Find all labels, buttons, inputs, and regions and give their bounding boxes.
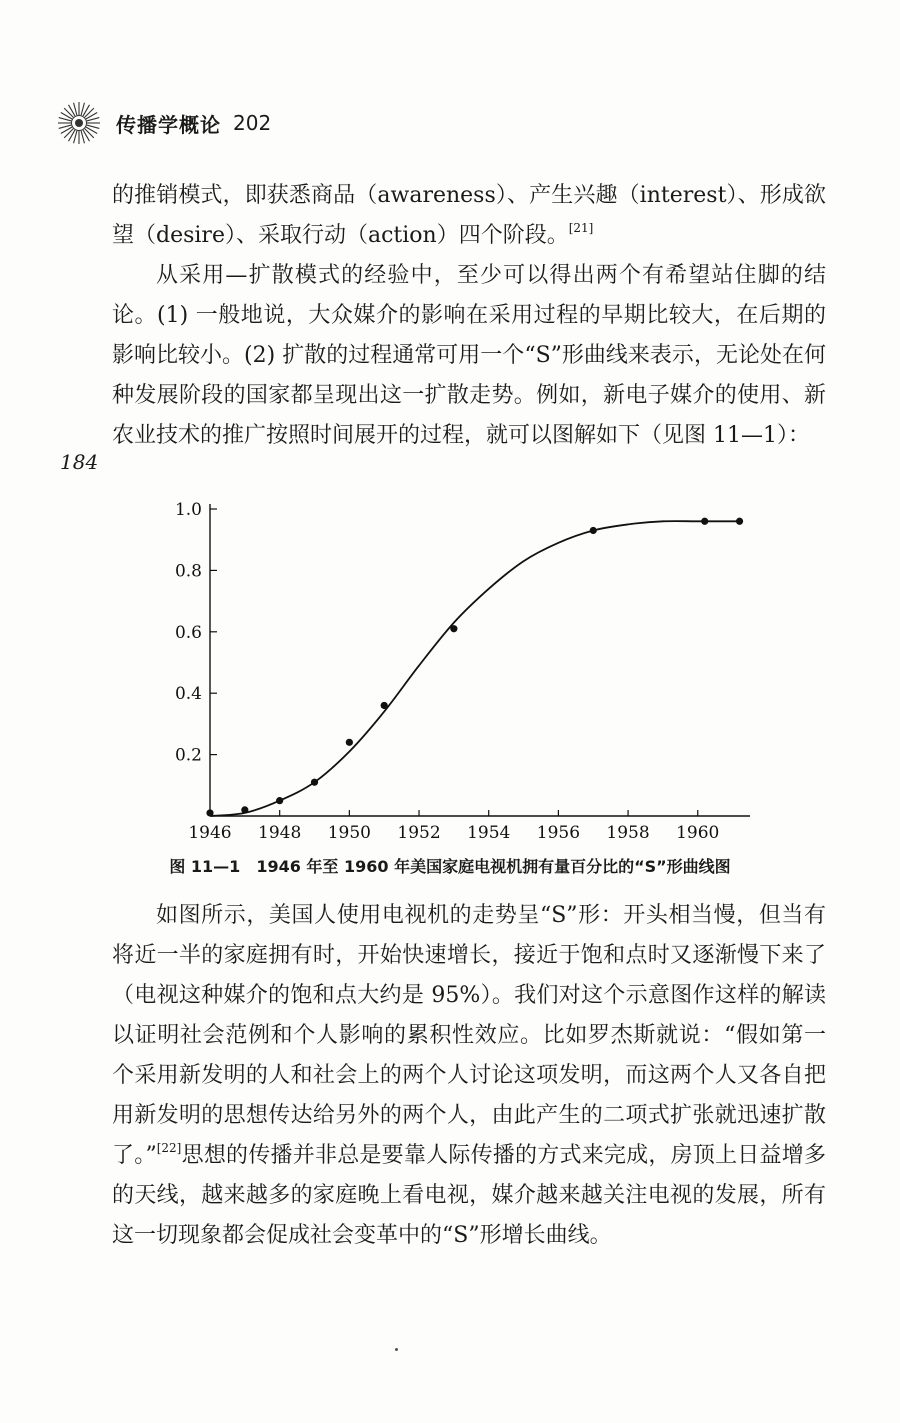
y-tick-label: 0.2 bbox=[174, 745, 202, 766]
data-point bbox=[701, 518, 708, 525]
page-number: 202 bbox=[233, 111, 272, 135]
figure-caption: 图 11—1 1946 年至 1960 年美国家庭电视机拥有量百分比的“S”形曲线图 bbox=[169, 857, 731, 876]
data-point bbox=[346, 739, 353, 746]
paragraph-3-text-b: 思想的传播并非总是要靠人际传播的方式来完成，房顶上日益增多的天线，越来越多的家庭晚上看电视，媒介越来越关注电视的发展，所有这一切现象都会促成社会变革中的“S”形增长曲线。 bbox=[112, 1143, 826, 1248]
x-tick-label: 1960 bbox=[676, 823, 720, 843]
y-tick-label: 1.0 bbox=[174, 500, 202, 520]
data-point bbox=[311, 779, 318, 786]
x-tick-label: 1956 bbox=[536, 823, 581, 843]
footnote-ref-21: [21] bbox=[568, 221, 594, 235]
sunburst-logo-icon bbox=[56, 100, 102, 146]
running-header bbox=[56, 100, 271, 146]
data-point bbox=[381, 702, 388, 709]
s-curve-line bbox=[210, 521, 740, 816]
data-point bbox=[241, 806, 248, 813]
body-text-bottom bbox=[112, 896, 826, 1256]
paragraph-3 bbox=[112, 896, 826, 1256]
paragraph-1-text: 的推销模式，即获悉商品（awareness）、产生兴趣（interest）、形成欲望（desire）、采取行动（action）四个阶段。 bbox=[112, 183, 826, 248]
book-title: 传播学概论 bbox=[116, 112, 221, 137]
data-point bbox=[590, 527, 597, 534]
body-text-top bbox=[112, 176, 826, 456]
paragraph-3-text-a: 如图所示，美国人使用电视机的走势呈“S”形：开头相当慢，但当有将近一半的家庭拥有时，开始快速增长，接近于饱和点时又逐渐慢下来了（电视这种媒介的饱和点大约是 95%）。我们对这个示意图作这样的解读以证明社会范例和个人影响的累积性效应。比如罗杰斯就说：“假如第一个采用新发明的人和社会上的两个人讨论这项发明，而这两个人又各自把用新发明的思想传达给另外的两个人，由此产生的二项式扩张就迅速扩散了。” bbox=[112, 903, 826, 1168]
y-tick-label: 0.6 bbox=[174, 622, 202, 643]
x-tick-label: 1954 bbox=[467, 823, 511, 843]
x-tick-label: 1950 bbox=[327, 823, 371, 843]
y-tick-label: 0.8 bbox=[174, 561, 202, 582]
s-curve-chart bbox=[150, 492, 770, 848]
data-point bbox=[206, 809, 213, 816]
data-point bbox=[450, 625, 457, 632]
paragraph-2: 从采用—扩散模式的经验中，至少可以得出两个有希望站住脚的结论。(1) 一般地说，大众媒介的影响在采用过程的早期比较大，在后期的影响比较小。(2) 扩散的过程通常可用一个“S”形曲线来表示，无论处在何种发展阶段的国家都呈现出这一扩散走势。例如，新电子媒介的使用、新农业技术的推广按照时间展开的过程，就可以图解如下（见图 11—1）： bbox=[112, 263, 826, 448]
paragraph-1 bbox=[112, 176, 826, 256]
x-tick-label: 1946 bbox=[188, 823, 232, 843]
data-point bbox=[736, 518, 743, 525]
footnote-ref-22: [22] bbox=[156, 1141, 182, 1155]
y-tick-label: 0.4 bbox=[174, 684, 202, 705]
x-tick-label: 1948 bbox=[258, 823, 302, 843]
margin-page-number: 184 bbox=[60, 450, 99, 474]
x-tick-label: 1952 bbox=[397, 823, 441, 843]
x-tick-label: 1958 bbox=[606, 823, 650, 843]
speck bbox=[395, 1348, 398, 1351]
data-point bbox=[276, 797, 283, 804]
